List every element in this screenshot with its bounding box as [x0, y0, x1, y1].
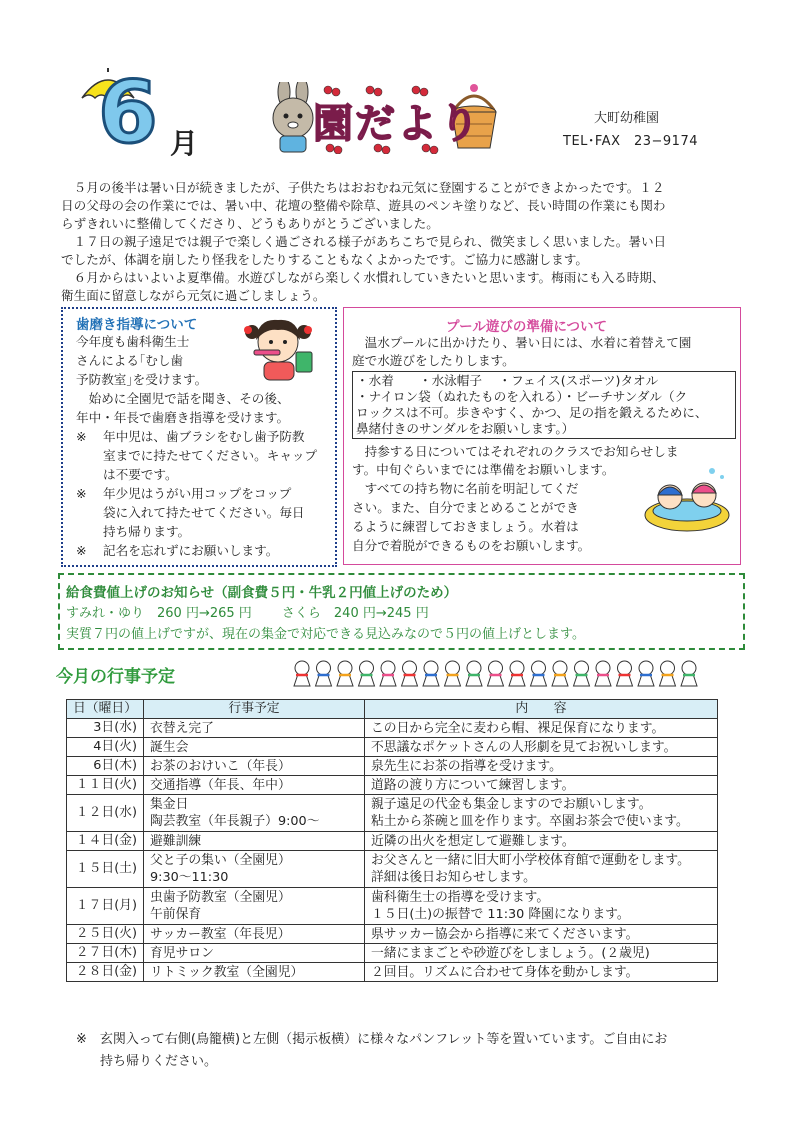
event-name [143, 738, 364, 757]
event-detail [364, 944, 717, 963]
event-detail-line: 不思議なポケットさんの人形劇を見てお祝いします。 [370, 739, 677, 755]
dental-line: 予防教室｣を受けます。 [76, 372, 208, 387]
event-detail-line: 粘土から茶碗と皿を作ります。卒園お茶会で使います。 [370, 814, 689, 829]
event-name [143, 757, 364, 776]
event-name-line: お茶のおけいこ（年長） [149, 758, 291, 774]
intro-line: ６月からはいよいよ夏準備。水遊びしながら楽しく水慣れしていきたいと思います。梅雨にも入る時期、 [61, 270, 665, 285]
event-detail-line: 歯科衛生士の指導を受けます。 [370, 890, 550, 905]
pool-body-line: 持参する日についてはそれぞれのクラスでお知らせしま [352, 444, 679, 459]
footer-note [76, 1028, 667, 1047]
event-name-line: 午前保育 [149, 907, 202, 922]
teru-teru-bozu-icon [466, 661, 482, 686]
event-name-line: 育児サロン [149, 945, 214, 961]
intro-line: 日の父母の会の作業にでは、暑い中、花壇の整備や除草、遊具のペンキ塗りなど、長い時間の作業にも関わ [61, 198, 666, 213]
event-detail-line: ２回目。リズムに合わせて身体を動かします。 [370, 964, 639, 980]
pool-item-line: 鼻緒付きのサンダルをお願いします。） [356, 421, 575, 436]
teru-teru-bozu-icon [617, 661, 633, 686]
dental-note-line: 年中児は、歯ブラシをむし歯予防教 [103, 429, 305, 444]
pool-item-line: ロックスは不可。歩きやすく、かつ、足の指を鍛えるために、 [356, 405, 708, 420]
event-detail-line: 県サッカー協会から指導に来てくださいます。 [370, 926, 639, 942]
teru-teru-bozu-icon [488, 661, 504, 686]
intro-line: １７日の親子遠足では親子で楽しく過ごされる様子があちこちで見られ、微笑ましく思いました。暑い日 [61, 234, 667, 249]
event-detail [364, 832, 717, 851]
dental-line: さんによる｢むし歯 [76, 353, 184, 368]
note-mark: ※ [76, 429, 87, 444]
footer-note-line: 玄関入って右側(鳥籠横)と左側（掲示板横）に様々なパンフレット等を置いています。ご自由にお [99, 1032, 668, 1047]
event-detail [364, 757, 717, 776]
teru-teru-bozu-icon [445, 661, 461, 686]
intro-line: 衛生面に留意しながら元気に過ごしましょう。 [61, 288, 326, 303]
event-name [143, 888, 364, 925]
event-detail-line: この日から完全に麦わら帽、裸足保育になります。 [370, 720, 665, 736]
event-detail-line: お父さんと一緒に旧大町小学校体育館で運動をします。 [370, 853, 690, 868]
event-detail-line: １５日(土)の振替で 11:30 降園になります。 [370, 907, 630, 922]
event-date: 4日(火) [67, 738, 144, 757]
pool-body-line: るように練習しておきましょう。水着は [352, 519, 579, 534]
event-name-line: 父と子の集い（全園児） [149, 853, 291, 868]
pool-body-line: 自分で着脱ができるものをお願いします。 [352, 538, 591, 553]
event-name [143, 719, 364, 738]
event-name-line: 避難訓練 [149, 833, 202, 849]
teru-teru-bozu-icon [337, 661, 353, 686]
event-detail-line: 泉先生にお茶の指導を受けます。 [370, 758, 562, 774]
dental-note-line: 記名を忘れずにお願いします。 [103, 543, 279, 558]
event-name [143, 795, 364, 832]
header-detail: 内 容 [364, 700, 717, 719]
teru-teru-bozu-icon [423, 661, 439, 686]
header-date: 日（曜日） [67, 700, 144, 719]
table-row [67, 851, 718, 888]
event-detail [364, 888, 717, 925]
kids-pool-icon [642, 463, 732, 535]
event-name-line: 虫歯予防教室（全園児） [149, 890, 291, 905]
note-mark: ※ [76, 486, 87, 501]
teru-teru-bozu-icon [359, 661, 375, 686]
event-detail-line: 詳細は後日お知らせします。 [370, 870, 536, 885]
newsletter-title: 園だより [313, 101, 481, 147]
event-date: １７日(月) [67, 888, 144, 925]
teru-teru-bozu-icon [552, 661, 568, 686]
event-date: ２７日(木) [67, 944, 144, 963]
event-name [143, 944, 364, 963]
event-date: 6日(木) [67, 757, 144, 776]
dental-note-line: 室までに持たせてください。キャップ [103, 448, 318, 463]
event-name [143, 832, 364, 851]
event-detail [364, 795, 717, 832]
header-event: 行事予定 [143, 700, 364, 719]
bunny-icon [273, 82, 313, 152]
teru-teru-bozu-icon [402, 661, 418, 686]
fee-prices: すみれ・ゆり 260 円→265 円 さくら 240 円→245 円 [66, 606, 429, 621]
events-title: 今月の行事予定 [56, 667, 175, 687]
teru-teru-bozu-icon [509, 661, 525, 686]
event-date: 3日(水) [67, 719, 144, 738]
table-row [67, 757, 718, 776]
events-table [66, 699, 718, 982]
event-detail-line: 近隣の出火を想定して避難します。 [370, 833, 575, 849]
footer-note-line: 持ち帰りください。 [100, 1054, 218, 1069]
event-detail [364, 925, 717, 944]
event-date: ２８日(金) [67, 963, 144, 982]
teru-teru-bozu-row-icon [290, 658, 700, 692]
table-row [67, 944, 718, 963]
girl-brushing-icon [238, 312, 330, 382]
table-header-row [67, 700, 718, 719]
table-row [67, 795, 718, 832]
month-number: 6 [98, 63, 158, 163]
event-name-line: 集金日 [149, 797, 189, 812]
event-name-line: 交通指導（年長、年中） [149, 777, 291, 793]
intro-line: でしたが、体調を崩したり怪我をしたりすることもなくよかったです。ご協力に感謝します。 [61, 252, 588, 267]
pool-body-line: すべての持ち物に名前を明記してくだ [352, 481, 579, 496]
event-date: １２日(水) [67, 795, 144, 832]
event-name-line: 衣替え完了 [149, 720, 214, 736]
table-row [67, 888, 718, 925]
table-row [67, 776, 718, 795]
pool-intro-line: 庭で水遊びをしたりします。 [352, 353, 515, 368]
event-detail [364, 963, 717, 982]
fee-explanation: 実質７円の値上げですが、現在の集金で対応できる見込みなので５円の値上げとします。 [66, 627, 585, 642]
dental-note-line: 持ち帰ります。 [103, 524, 191, 539]
table-row [67, 963, 718, 982]
school-tel: TEL･FAX 23−9174 [563, 134, 698, 149]
event-detail [364, 719, 717, 738]
teru-teru-bozu-icon [380, 661, 396, 686]
dental-line: 年中・年長で歯磨き指導を受けます。 [76, 410, 290, 425]
event-date: １１日(火) [67, 776, 144, 795]
dental-note-line: 年少児はうがい用コップをコップ [103, 486, 292, 501]
event-name-line: 誕生会 [149, 739, 189, 755]
note-mark: ※ [76, 543, 87, 558]
dental-note-line: は不要です。 [103, 467, 178, 482]
event-detail-line: 親子遠足の代金も集金しますのでお願いします。 [370, 797, 652, 812]
teru-teru-bozu-icon [294, 661, 310, 686]
event-detail [364, 738, 717, 757]
event-detail [364, 776, 717, 795]
teru-teru-bozu-icon [638, 661, 654, 686]
table-row [67, 719, 718, 738]
fee-title: 給食費値上げのお知らせ（副食費５円・牛乳２円値上げのため） [66, 585, 458, 601]
teru-teru-bozu-icon [681, 661, 697, 686]
teru-teru-bozu-icon [531, 661, 547, 686]
event-date: ２５日(火) [67, 925, 144, 944]
dental-line: 今年度も歯科衛生士 [76, 334, 190, 349]
event-name-line: サッカー教室（年長児） [149, 926, 291, 942]
event-name-line: リトミック教室（全園児） [149, 964, 304, 980]
event-name-line: 9:30〜11:30 [149, 870, 229, 885]
school-name: 大町幼稚園 [594, 111, 660, 126]
event-name [143, 925, 364, 944]
table-row [67, 832, 718, 851]
event-name [143, 851, 364, 888]
teru-teru-bozu-icon [595, 661, 611, 686]
intro-line: ５月の後半は暑い日が続きましたが、子供たちはおおむね元気に登園することができよかったです。１２ [61, 180, 665, 195]
note-mark: ※ [76, 1032, 87, 1047]
teru-teru-bozu-icon [316, 661, 332, 686]
event-detail-line: 道路の渡り方について練習します。 [370, 777, 575, 793]
event-name [143, 776, 364, 795]
event-date: １５日(土) [67, 851, 144, 888]
dental-title: 歯磨き指導について [76, 317, 198, 333]
event-name-line: 陶芸教室（年長親子）9:00〜 [149, 814, 320, 829]
dental-note-line: 袋に入れて持たせてください。毎日 [103, 505, 305, 520]
event-date: １４日(金) [67, 832, 144, 851]
event-detail-line: 一緒にままごとや砂遊びをしましょう。(２歳児) [370, 945, 650, 961]
month-unit: 月 [170, 127, 199, 160]
teru-teru-bozu-icon [660, 661, 676, 686]
pool-item-line: ・ナイロン袋（ぬれたものを入れる）・ビーチサンダル（ク [356, 389, 688, 404]
intro-line: らずきれいに整備してくださり、どうもありがとうございました。 [61, 216, 439, 231]
event-detail [364, 851, 717, 888]
table-row [67, 925, 718, 944]
pool-body-line: す。中旬ぐらいまでには準備をお願いします。 [352, 462, 615, 477]
pool-title: プール遊びの準備について [446, 319, 608, 335]
teru-teru-bozu-icon [574, 661, 590, 686]
event-name [143, 963, 364, 982]
dental-line: 始めに全園児で話を聞き、その後、 [76, 391, 290, 406]
pool-intro-line: 温水プールに出かけたり、暑い日には、水着に着替えて園 [352, 335, 692, 350]
pool-item-line: ・水着 ・水泳帽子 ・フェイス(スポーツ)タオル [356, 373, 659, 388]
pool-body-line: さい。また、自分でまとめることができ [352, 500, 579, 515]
table-row [67, 738, 718, 757]
